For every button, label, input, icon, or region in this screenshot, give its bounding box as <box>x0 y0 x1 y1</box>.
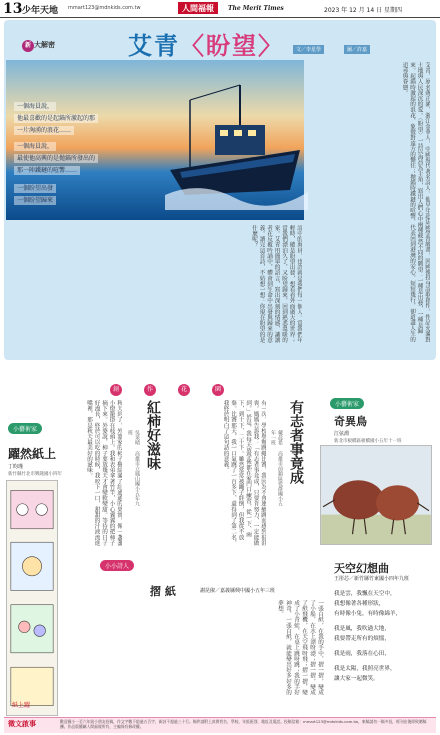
author-name: 吳采晴 <box>134 430 140 445</box>
poem-line: 我是雨，我落在心田， <box>334 651 390 657</box>
banner-char: 園 <box>212 384 224 396</box>
title-poem: 〈盼望〉 <box>180 31 284 60</box>
essay-author <box>127 430 141 510</box>
kiwi-painting <box>320 445 432 545</box>
poem-line: 我要帶走所有的煩惱， <box>334 636 390 642</box>
kid-poem-title: 摺 紙 <box>150 585 176 598</box>
poem-line: 一個海員說， <box>14 102 56 111</box>
art-school: 新北市板橋區板橋國小五年十一班 <box>334 439 402 444</box>
tag-circle: 新 <box>22 40 34 52</box>
art-badge: 小藝術家 <box>8 423 42 434</box>
banner-char: 創 <box>110 384 122 396</box>
poem-line: 我想像著各種形狀， <box>334 601 385 607</box>
feature-title <box>128 26 284 61</box>
poem-line: 一個海員說， <box>14 142 56 151</box>
poem-title: 天空幻想曲 <box>334 562 389 575</box>
call-for-submissions-logo: 徵文啟事 <box>8 720 36 728</box>
art-author: 江弦淵 <box>334 431 350 437</box>
creative-garden-banner <box>110 376 290 396</box>
poem-line: 我是風，我吹過大地， <box>334 626 390 632</box>
essay-title: 有志者事竟成 <box>288 400 304 484</box>
ship-illustration <box>160 80 310 210</box>
poem-author: 王彤芯／新竹縣竹東國小四年九班 <box>334 576 410 582</box>
art-school: 新竹縣竹北市興隆國小四年 <box>8 472 62 477</box>
author-name: 戴晨希 <box>277 430 283 445</box>
feature-byline-writer: 文／李星學 <box>293 45 324 54</box>
feature-article-bottom: 詩中的海員，也許就是我們每一個人。當我們年輕時，總是盼望出發，想看看外面廣大的世界；當我們漂泊久了，又盼望歸來，回到熟悉溫暖的家。艾青用簡單的語言，寫出深刻的情感，讓讀者在反覆吟誦中，體會到生命中出發與歸來的意義。讀完這首詩，不妨想一想：你現在盼望的是什麼呢？ <box>251 225 302 343</box>
art-title: 躍然紙上 <box>8 447 57 461</box>
issue-date: 2023 年 12 月 14 日 星期四 <box>324 7 402 14</box>
poem-line: 最使他高興的是拋錨所發出的 <box>14 154 98 163</box>
banner-char: 作 <box>144 384 156 396</box>
tag-label: 大解密 <box>34 41 55 49</box>
section-email: mmart123@mdnkids.com.tw <box>68 5 141 11</box>
poem-line: 我是太陽，我照亮世界， <box>334 666 396 672</box>
newspaper-logo: 人間福報 <box>178 2 218 14</box>
art-title: 奇異鳥 <box>334 415 367 428</box>
author-school: 高雄市立鳳山國小五年九班 <box>127 430 140 506</box>
essay-body: 秋天到了，外婆家的柿子樹結滿了紅通通的果實，像一盞盞小燈籠掛在枝頭上。我和表弟拿著竹竿，小心翼翼的把柿子摘下來。外婆說，柿子要放幾天才會變軟變甜。等待的日子好漫長，終於可以吃的時候，我咬下一口，甜甜的汁液流進嘴裡，那是秋天最美好的滋味。 <box>86 400 122 546</box>
essay-author <box>270 430 284 510</box>
kid-poem-author: 謝昆俶／嘉義縣興中國小五年三班 <box>200 588 276 594</box>
poem-line: 讓大家一起微笑。 <box>334 676 379 682</box>
poem-line: 一個盼望歸來 <box>14 196 56 205</box>
feature-byline-illustrator: 圖／許嘉 <box>344 45 370 54</box>
submission-guidelines: 歡迎國小一至六年級小朋友投稿，作文字數不超過五百字，新詩不超過三十行。稿件請附上真實姓名、學校、年級班別、地址及電話。投稿信箱：mmart123@mdnkids.com.tw，來稿請勿一稿多投，經刊出後即致贈稿酬。作品版權屬人間福報所有，主編保有修改權。 <box>60 719 427 729</box>
section-name: 少年天地 <box>22 6 59 16</box>
poem-line: 我是雲，我飄在天空中， <box>334 591 396 597</box>
newspaper-english-name: The Merit Times <box>228 5 284 12</box>
art-author: 丁昀瑾 <box>8 464 24 470</box>
poem-line: 一個盼望出發 <box>14 184 56 193</box>
author-school: 高雄市前鎮區愛群國小五年一班 <box>270 430 283 506</box>
kid-poet-badge: 小小詩人 <box>100 560 134 571</box>
poem-line: 有時像小兔，有時像綿羊， <box>334 611 402 617</box>
poem-line: 一片洶湧的浪花…… <box>14 126 74 135</box>
feature-tag <box>22 40 55 52</box>
child-drawing <box>6 480 58 716</box>
essay-title: 紅柿好滋味 <box>145 400 161 470</box>
essay-body: 有一次，學校舉辦跳繩比賽，我因為不會連續跳而感到很沮喪。媽媽告訴我：「有志者事竟成，只要肯努力，一定能做到。」於是，我每天放學後都在家門口練習，從一下、兩下，到十下、二十下。雖然常常被繩子絆倒，但我從不放棄。比賽那天，我一口氣跳了一百多下，還得到了第二名，我終於明白了這句話的意義。 <box>222 400 266 546</box>
page-number: 13 <box>3 1 23 17</box>
feature-article-right: 艾青，原名蔣正涵，浙江金華人，中國現代著名詩人。他早年赴法國學習繪畫，回國後投身詩歌創作，作品充滿對土地與人民深沉的愛。〈盼望〉一詩以海員為主角，寫出人們心中兩種截然不同的願望：一種是出發，一種是歸來。起錨時激起的浪花，象徵對遠方的嚮往；拋錨時鐵鏈的喧響，代表回到港灣的安心。短短幾行，卻道盡人生的追尋與眷戀。 <box>401 62 430 342</box>
kid-poem-body: 一張白紙，在我的手中，摺一摺，變成了小船，在水上漂呀漂；摺一摺，變成了紙飛機，在天空飛呀飛；摺一摺，變成了小青蛙，在桌上跳呀跳；我的手好神奇，一張白紙，就能變出好多好多的夢想。 <box>277 600 323 696</box>
drawing-caption: 紙上躍 <box>12 702 31 709</box>
art-badge: 小藝術家 <box>330 398 364 409</box>
poem-line: 那一陣鐵鏈的喧響…… <box>14 166 80 175</box>
banner-char: 花 <box>178 384 190 396</box>
poem-line: 他最喜歡的是起錨所激起的那 <box>14 114 98 123</box>
title-author: 艾青 <box>128 31 180 60</box>
